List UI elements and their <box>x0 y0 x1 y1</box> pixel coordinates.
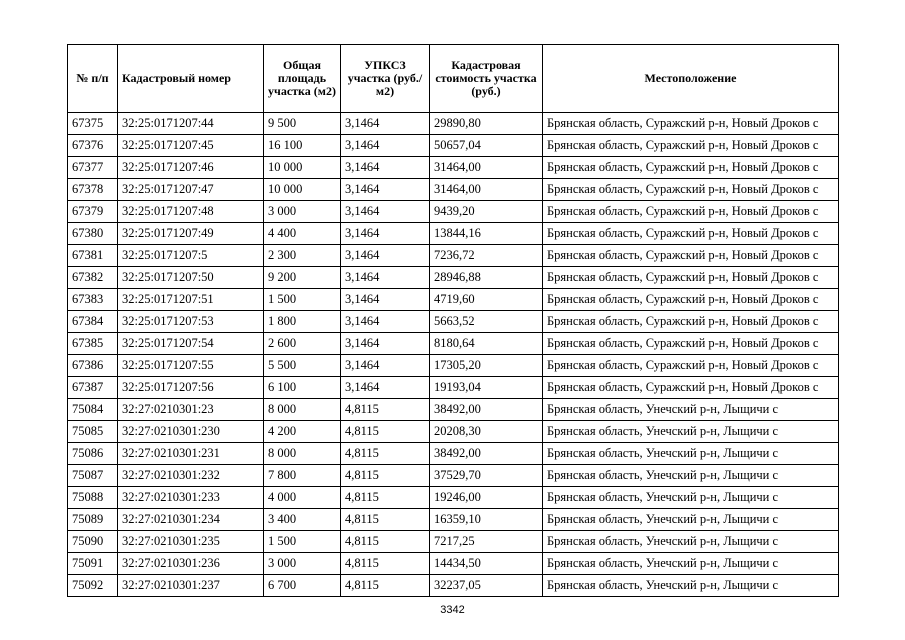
cell-area: 16 100 <box>264 135 341 157</box>
table-row <box>68 113 839 135</box>
page-number: 3342 <box>440 604 465 616</box>
cell-upksz: 3,1464 <box>341 289 430 311</box>
table-row <box>68 223 839 245</box>
cell-location: Брянская область, Суражский р-н, Новый Дроков с <box>543 113 839 135</box>
cell-location: Брянская область, Суражский р-н, Новый Дроков с <box>543 377 839 399</box>
cell-upksz: 3,1464 <box>341 157 430 179</box>
cell-location: Брянская область, Суражский р-н, Новый Дроков с <box>543 311 839 333</box>
cell-area: 10 000 <box>264 179 341 201</box>
table-row <box>68 421 839 443</box>
cell-location: Брянская область, Суражский р-н, Новый Дроков с <box>543 157 839 179</box>
cell-cadastral-number: 32:25:0171207:55 <box>118 355 264 377</box>
cell-upksz: 4,8115 <box>341 531 430 553</box>
table-row <box>68 509 839 531</box>
cell-cadastral-value: 38492,00 <box>430 443 543 465</box>
cell-location: Брянская область, Суражский р-н, Новый Дроков с <box>543 135 839 157</box>
table-row <box>68 179 839 201</box>
cell-cadastral-value: 19193,04 <box>430 377 543 399</box>
cell-cadastral-value: 4719,60 <box>430 289 543 311</box>
cell-row-number: 75089 <box>68 509 118 531</box>
table-row <box>68 377 839 399</box>
table-row <box>68 289 839 311</box>
cell-row-number: 67387 <box>68 377 118 399</box>
cell-cadastral-number: 32:25:0171207:46 <box>118 157 264 179</box>
cell-cadastral-number: 32:25:0171207:53 <box>118 311 264 333</box>
cell-upksz: 3,1464 <box>341 245 430 267</box>
table-row <box>68 267 839 289</box>
cell-location: Брянская область, Унечский р-н, Лыщичи с <box>543 399 839 421</box>
cell-cadastral-number: 32:25:0171207:56 <box>118 377 264 399</box>
cell-row-number: 67386 <box>68 355 118 377</box>
cell-location: Брянская область, Суражский р-н, Новый Дроков с <box>543 267 839 289</box>
cell-cadastral-value: 5663,52 <box>430 311 543 333</box>
cell-area: 6 700 <box>264 575 341 597</box>
cell-cadastral-number: 32:25:0171207:48 <box>118 201 264 223</box>
cell-cadastral-value: 38492,00 <box>430 399 543 421</box>
cell-cadastral-value: 50657,04 <box>430 135 543 157</box>
cell-row-number: 75091 <box>68 553 118 575</box>
cell-row-number: 75085 <box>68 421 118 443</box>
cell-location: Брянская область, Суражский р-н, Новый Дроков с <box>543 201 839 223</box>
cell-upksz: 3,1464 <box>341 311 430 333</box>
cell-cadastral-value: 7217,25 <box>430 531 543 553</box>
cell-row-number: 75084 <box>68 399 118 421</box>
table-row <box>68 531 839 553</box>
cell-cadastral-value: 28946,88 <box>430 267 543 289</box>
cell-cadastral-value: 19246,00 <box>430 487 543 509</box>
cell-location: Брянская область, Унечский р-н, Лыщичи с <box>543 465 839 487</box>
cell-row-number: 67383 <box>68 289 118 311</box>
cell-area: 3 000 <box>264 553 341 575</box>
cell-location: Брянская область, Унечский р-н, Лыщичи с <box>543 509 839 531</box>
cell-row-number: 67375 <box>68 113 118 135</box>
cell-cadastral-value: 14434,50 <box>430 553 543 575</box>
cell-upksz: 4,8115 <box>341 487 430 509</box>
cell-area: 9 500 <box>264 113 341 135</box>
cell-area: 8 000 <box>264 399 341 421</box>
cell-area: 8 000 <box>264 443 341 465</box>
cell-upksz: 3,1464 <box>341 333 430 355</box>
cell-row-number: 67384 <box>68 311 118 333</box>
cell-cadastral-value: 16359,10 <box>430 509 543 531</box>
table-row <box>68 487 839 509</box>
cadastral-table <box>67 44 839 597</box>
cell-location: Брянская область, Унечский р-н, Лыщичи с <box>543 443 839 465</box>
cell-area: 4 000 <box>264 487 341 509</box>
cell-location: Брянская область, Унечский р-н, Лыщичи с <box>543 487 839 509</box>
cell-upksz: 4,8115 <box>341 553 430 575</box>
cell-area: 3 000 <box>264 201 341 223</box>
table-row <box>68 135 839 157</box>
header-area: Общая площадь участка (м2) <box>264 45 341 113</box>
cell-upksz: 3,1464 <box>341 223 430 245</box>
table-row <box>68 465 839 487</box>
cell-row-number: 67385 <box>68 333 118 355</box>
cell-cadastral-value: 32237,05 <box>430 575 543 597</box>
header-cadastral-number: Кадастровый номер <box>118 45 264 113</box>
cell-location: Брянская область, Суражский р-н, Новый Дроков с <box>543 355 839 377</box>
cell-upksz: 3,1464 <box>341 135 430 157</box>
cell-cadastral-number: 32:27:0210301:237 <box>118 575 264 597</box>
cell-cadastral-value: 37529,70 <box>430 465 543 487</box>
cell-cadastral-number: 32:25:0171207:5 <box>118 245 264 267</box>
cell-cadastral-number: 32:27:0210301:231 <box>118 443 264 465</box>
cell-area: 10 000 <box>264 157 341 179</box>
table-row <box>68 443 839 465</box>
cell-cadastral-number: 32:25:0171207:51 <box>118 289 264 311</box>
cell-area: 9 200 <box>264 267 341 289</box>
cell-row-number: 67380 <box>68 223 118 245</box>
cell-cadastral-number: 32:25:0171207:54 <box>118 333 264 355</box>
cell-cadastral-number: 32:27:0210301:236 <box>118 553 264 575</box>
cell-row-number: 67376 <box>68 135 118 157</box>
header-row-number: № п/п <box>68 45 118 113</box>
cell-area: 4 200 <box>264 421 341 443</box>
cell-upksz: 4,8115 <box>341 421 430 443</box>
cell-cadastral-number: 32:25:0171207:44 <box>118 113 264 135</box>
cell-cadastral-value: 29890,80 <box>430 113 543 135</box>
cell-upksz: 3,1464 <box>341 179 430 201</box>
cell-area: 1 500 <box>264 531 341 553</box>
table-row <box>68 245 839 267</box>
cell-upksz: 3,1464 <box>341 267 430 289</box>
cell-location: Брянская область, Унечский р-н, Лыщичи с <box>543 531 839 553</box>
cell-row-number: 75090 <box>68 531 118 553</box>
cell-area: 6 100 <box>264 377 341 399</box>
cell-row-number: 75092 <box>68 575 118 597</box>
cell-location: Брянская область, Унечский р-н, Лыщичи с <box>543 553 839 575</box>
cell-cadastral-value: 9439,20 <box>430 201 543 223</box>
cell-cadastral-number: 32:27:0210301:233 <box>118 487 264 509</box>
cell-area: 1 500 <box>264 289 341 311</box>
table-row <box>68 355 839 377</box>
table-row <box>68 399 839 421</box>
cell-cadastral-number: 32:27:0210301:23 <box>118 399 264 421</box>
table-row <box>68 311 839 333</box>
cell-cadastral-number: 32:25:0171207:45 <box>118 135 264 157</box>
cell-cadastral-value: 20208,30 <box>430 421 543 443</box>
table-body <box>68 113 839 597</box>
table-row <box>68 201 839 223</box>
cell-upksz: 4,8115 <box>341 399 430 421</box>
cell-cadastral-number: 32:27:0210301:235 <box>118 531 264 553</box>
cell-location: Брянская область, Суражский р-н, Новый Дроков с <box>543 333 839 355</box>
cell-area: 4 400 <box>264 223 341 245</box>
cell-upksz: 4,8115 <box>341 575 430 597</box>
cell-cadastral-number: 32:27:0210301:230 <box>118 421 264 443</box>
cell-row-number: 67381 <box>68 245 118 267</box>
table-row <box>68 333 839 355</box>
cell-location: Брянская область, Суражский р-н, Новый Дроков с <box>543 223 839 245</box>
cell-row-number: 67379 <box>68 201 118 223</box>
cell-location: Брянская область, Суражский р-н, Новый Дроков с <box>543 179 839 201</box>
cell-upksz: 4,8115 <box>341 509 430 531</box>
cell-location: Брянская область, Унечский р-н, Лыщичи с <box>543 575 839 597</box>
cell-location: Брянская область, Суражский р-н, Новый Дроков с <box>543 245 839 267</box>
cell-row-number: 75088 <box>68 487 118 509</box>
table-row <box>68 553 839 575</box>
cell-cadastral-number: 32:27:0210301:232 <box>118 465 264 487</box>
cell-row-number: 75087 <box>68 465 118 487</box>
table-row <box>68 157 839 179</box>
cell-area: 5 500 <box>264 355 341 377</box>
header-upksz: УПКСЗ участка (руб./м2) <box>341 45 430 113</box>
cell-area: 7 800 <box>264 465 341 487</box>
cell-cadastral-value: 31464,00 <box>430 179 543 201</box>
cell-row-number: 75086 <box>68 443 118 465</box>
cell-cadastral-value: 8180,64 <box>430 333 543 355</box>
cell-area: 3 400 <box>264 509 341 531</box>
cell-cadastral-value: 13844,16 <box>430 223 543 245</box>
cell-location: Брянская область, Суражский р-н, Новый Дроков с <box>543 289 839 311</box>
cell-upksz: 3,1464 <box>341 113 430 135</box>
cell-upksz: 4,8115 <box>341 443 430 465</box>
header-cadastral-value: Кадастровая стоимость участка (руб.) <box>430 45 543 113</box>
cell-cadastral-value: 31464,00 <box>430 157 543 179</box>
cell-upksz: 3,1464 <box>341 377 430 399</box>
header-location: Местоположение <box>543 45 839 113</box>
cell-upksz: 3,1464 <box>341 355 430 377</box>
table-header-row <box>68 45 839 113</box>
cell-row-number: 67378 <box>68 179 118 201</box>
cell-area: 2 300 <box>264 245 341 267</box>
cell-row-number: 67382 <box>68 267 118 289</box>
cell-cadastral-number: 32:27:0210301:234 <box>118 509 264 531</box>
cell-row-number: 67377 <box>68 157 118 179</box>
cell-cadastral-number: 32:25:0171207:49 <box>118 223 264 245</box>
cell-area: 1 800 <box>264 311 341 333</box>
cell-upksz: 4,8115 <box>341 465 430 487</box>
cell-location: Брянская область, Унечский р-н, Лыщичи с <box>543 421 839 443</box>
cell-cadastral-value: 7236,72 <box>430 245 543 267</box>
cell-area: 2 600 <box>264 333 341 355</box>
table-row <box>68 575 839 597</box>
cell-upksz: 3,1464 <box>341 201 430 223</box>
cell-cadastral-value: 17305,20 <box>430 355 543 377</box>
cell-cadastral-number: 32:25:0171207:47 <box>118 179 264 201</box>
cell-cadastral-number: 32:25:0171207:50 <box>118 267 264 289</box>
